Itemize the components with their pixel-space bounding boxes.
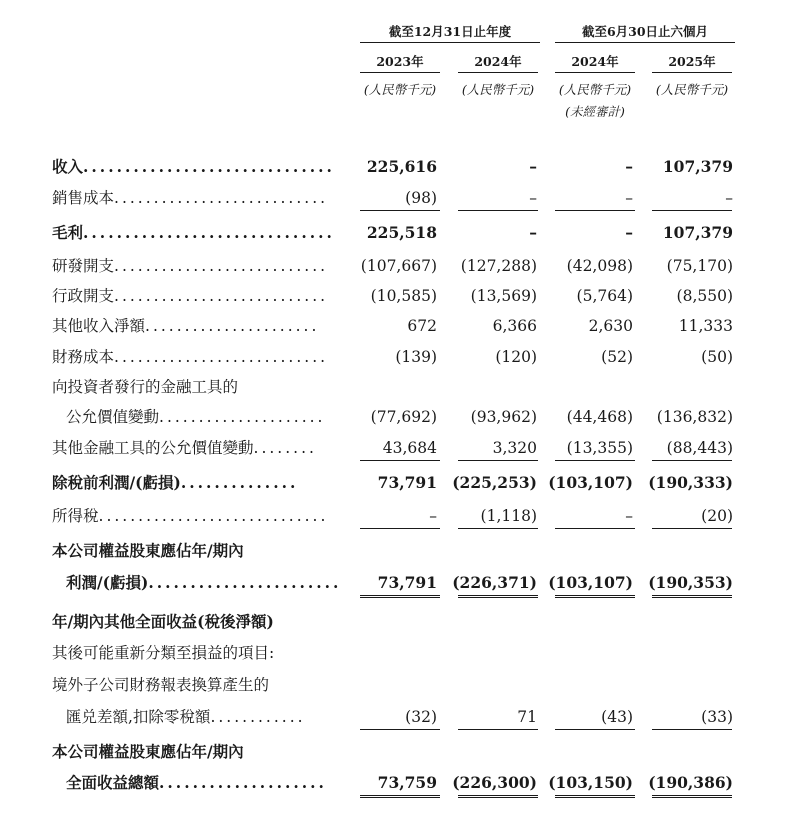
subtotal-underline [360, 528, 440, 529]
cell-value-col3: – [625, 223, 633, 242]
row-label-text: 利潤/(虧損) [66, 573, 149, 592]
total-double-underline [458, 795, 538, 798]
cell-value-col2: – [529, 157, 537, 176]
cell-value-col2: – [529, 223, 537, 242]
cell-value-col1: – [429, 507, 437, 525]
year-rule-3 [555, 72, 635, 73]
row-label-text: 銷售成本 [52, 189, 115, 207]
row-label-text: 本公司權益股東應佔年/期內 [52, 541, 244, 560]
row-label [52, 315, 319, 337]
subtotal-underline [458, 210, 538, 211]
cell-value-col1: 225,616 [366, 157, 437, 176]
row-label [52, 346, 328, 368]
row-label [52, 674, 269, 696]
cell-value-col3: (43) [601, 708, 633, 726]
row-label-text: 研發開支 [52, 257, 115, 275]
row-label [52, 472, 298, 494]
leader-dots: ..................... [159, 408, 326, 426]
cell-value-col4: 11,333 [678, 317, 733, 335]
row-label [52, 540, 244, 562]
subtotal-underline [458, 460, 538, 461]
leader-dots: ....................... [148, 573, 342, 592]
total-double-underline [555, 595, 635, 598]
row-label [52, 741, 244, 763]
year-header-3: 2024年 [571, 54, 619, 69]
cell-value-col2: (13,569) [470, 287, 537, 305]
period-group-header-interim: 截至6月30日止六個月 [581, 24, 709, 39]
cell-value-col3: – [625, 189, 633, 207]
row-label [66, 706, 306, 728]
cell-value-col3: (13,355) [566, 439, 633, 457]
cell-value-col1: (98) [405, 189, 437, 207]
row-label-text: 收入 [52, 157, 84, 176]
cell-value-col1: 73,759 [377, 773, 437, 792]
total-double-underline [652, 595, 732, 598]
leader-dots: ........................... [114, 348, 329, 366]
cell-value-col4: (88,443) [666, 439, 733, 457]
total-double-underline [360, 595, 440, 598]
table-row [0, 611, 799, 633]
row-label-text: 行政開支 [52, 287, 115, 305]
row-label-text: 其他收入淨額 [52, 317, 146, 335]
year-header-2: 2024年 [474, 54, 522, 69]
row-label-text: 其他金融工具的公允價值變動 [52, 439, 254, 457]
cell-value-col4: (8,550) [676, 287, 733, 305]
row-label [66, 772, 327, 794]
cell-value-col2: (226,371) [452, 573, 537, 592]
cell-value-col1: 225,518 [366, 223, 437, 242]
row-label-text: 本公司權益股東應佔年/期內 [52, 742, 244, 761]
leader-dots: .............................. [83, 223, 335, 242]
year-header-4: 2025年 [668, 54, 716, 69]
row-label [52, 187, 328, 209]
row-label-text: 全面收益總額 [66, 773, 160, 792]
table-row [0, 437, 799, 459]
cell-value-col3: (52) [601, 348, 633, 366]
cell-value-col4: (190,353) [648, 573, 733, 592]
row-label [52, 611, 274, 633]
cell-value-col1: (139) [395, 348, 437, 366]
total-double-underline [458, 595, 538, 598]
row-label-text: 財務成本 [52, 348, 115, 366]
table-row [0, 572, 799, 594]
subtotal-underline [652, 460, 732, 461]
leader-dots: ...................... [145, 317, 320, 335]
group-rule-interim [555, 42, 735, 43]
subtotal-underline [555, 528, 635, 529]
row-label [66, 406, 325, 428]
cell-value-col3: 2,630 [588, 317, 633, 335]
subtotal-underline [360, 729, 440, 730]
table-row [0, 505, 799, 527]
cell-value-col3: (103,107) [548, 473, 633, 492]
cell-value-col2: 71 [517, 708, 537, 726]
table-row [0, 540, 799, 562]
total-double-underline [652, 795, 732, 798]
table-row [0, 706, 799, 728]
unit-label-1: (人民幣千元) [363, 82, 437, 97]
cell-value-col3: (103,107) [548, 573, 633, 592]
period-group-header-annual: 截至12月31日止年度 [388, 24, 512, 39]
cell-value-col3: (44,468) [566, 408, 633, 426]
cell-value-col1: 73,791 [377, 473, 437, 492]
table-row [0, 255, 799, 277]
cell-value-col2: (127,288) [460, 257, 537, 275]
cell-value-col1: 43,684 [382, 439, 437, 457]
row-label-text: 年/期內其他全面收益(稅後淨額) [52, 612, 274, 631]
cell-value-col1: (77,692) [370, 408, 437, 426]
row-label-text: 毛利 [52, 223, 84, 242]
year-rule-1 [360, 72, 440, 73]
row-label [66, 572, 341, 594]
leader-dots: ........ [253, 439, 317, 457]
subtotal-underline [360, 210, 440, 211]
table-row [0, 187, 799, 209]
leader-dots: .............................. [83, 157, 335, 176]
cell-value-col3: (42,098) [566, 257, 633, 275]
cell-value-col2: (120) [495, 348, 537, 366]
subtotal-underline [555, 210, 635, 211]
cell-value-col2: 3,320 [492, 439, 537, 457]
row-label-text: 其後可能重新分類至損益的項目: [52, 644, 275, 662]
table-row [0, 472, 799, 494]
cell-value-col2: 6,366 [492, 317, 537, 335]
cell-value-col2: (1,118) [480, 507, 537, 525]
table-row [0, 285, 799, 307]
subtotal-underline [652, 729, 732, 730]
unit-label-2: (人民幣千元) [461, 82, 535, 97]
row-label-text: 公允價值變動 [66, 408, 160, 426]
cell-value-col1: (107,667) [360, 257, 437, 275]
row-label [52, 222, 335, 244]
cell-value-col4: 107,379 [662, 157, 733, 176]
table-row [0, 315, 799, 337]
cell-value-col3: (103,150) [548, 773, 633, 792]
row-label-text: 境外子公司財務報表換算產生的 [52, 676, 270, 694]
cell-value-col1: (32) [405, 708, 437, 726]
year-rule-4 [652, 72, 732, 73]
year-rule-2 [458, 72, 538, 73]
table-row [0, 406, 799, 428]
table-row [0, 642, 799, 664]
row-label [52, 437, 317, 459]
leader-dots: ........................... [114, 189, 329, 207]
unit-label-3: (人民幣千元) [558, 82, 632, 97]
table-row [0, 156, 799, 178]
leader-dots: ........................... [114, 257, 329, 275]
subtotal-underline [360, 460, 440, 461]
table-row [0, 346, 799, 368]
cell-value-col1: (10,585) [370, 287, 437, 305]
row-label-text: 除稅前利潤/(虧損) [52, 473, 181, 492]
subtotal-underline [555, 729, 635, 730]
cell-value-col2: – [529, 189, 537, 207]
cell-value-col1: 73,791 [377, 573, 437, 592]
cell-value-col3: (5,764) [576, 287, 633, 305]
cell-value-col2: (93,962) [470, 408, 537, 426]
cell-value-col4: (50) [701, 348, 733, 366]
table-row [0, 741, 799, 763]
row-label [52, 376, 238, 398]
row-label [52, 255, 328, 277]
cell-value-col4: (190,333) [648, 473, 733, 492]
cell-value-col3: – [625, 157, 633, 176]
cell-value-col4: (75,170) [666, 257, 733, 275]
row-label-text: 所得稅 [52, 507, 99, 525]
table-row [0, 674, 799, 696]
subtotal-underline [458, 528, 538, 529]
row-label [52, 505, 328, 527]
cell-value-col2: (226,300) [452, 773, 537, 792]
cell-value-col3: – [625, 507, 633, 525]
row-label [52, 642, 274, 664]
leader-dots: ............ [210, 708, 306, 726]
leader-dots: ............................. [98, 507, 329, 525]
total-double-underline [555, 795, 635, 798]
leader-dots: .............. [180, 473, 299, 492]
unit-label-4: (人民幣千元) [655, 82, 729, 97]
cell-value-col4: (33) [701, 708, 733, 726]
group-rule-annual [360, 42, 540, 43]
subtotal-underline [458, 729, 538, 730]
row-label-text: 向投資者發行的金融工具的 [52, 378, 239, 396]
row-label [52, 156, 335, 178]
leader-dots: .................... [159, 773, 327, 792]
cell-value-col4: 107,379 [662, 223, 733, 242]
cell-value-col1: 672 [407, 317, 437, 335]
cell-value-col4: (136,832) [656, 408, 733, 426]
table-row [0, 376, 799, 398]
unaudited-label: (未經審計) [565, 104, 625, 119]
row-label [52, 285, 328, 307]
leader-dots: ........................... [114, 287, 329, 305]
cell-value-col2: (225,253) [452, 473, 537, 492]
cell-value-col4: (190,386) [648, 773, 733, 792]
total-double-underline [360, 795, 440, 798]
subtotal-underline [555, 460, 635, 461]
table-row [0, 222, 799, 244]
cell-value-col4: (20) [701, 507, 733, 525]
row-label-text: 匯兑差額,扣除零稅額 [66, 708, 211, 726]
subtotal-underline [652, 528, 732, 529]
subtotal-underline [652, 210, 732, 211]
table-row [0, 772, 799, 794]
cell-value-col4: – [725, 189, 733, 207]
year-header-1: 2023年 [376, 54, 424, 69]
